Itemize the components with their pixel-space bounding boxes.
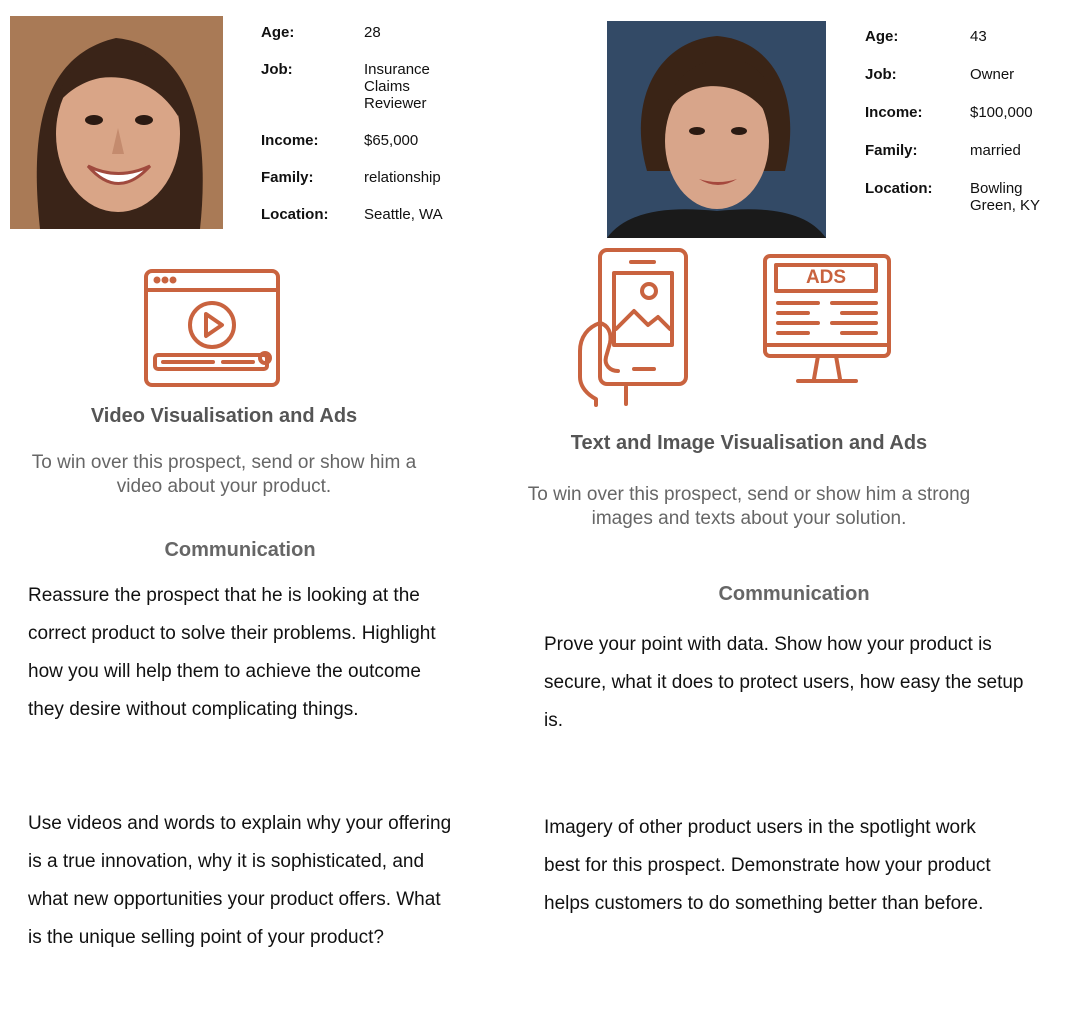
communication-paragraph-2: Imagery of other product users in the spotlight work best for this prospect. Demonstrate how your product helps customers to do something better than before. (544, 817, 991, 914)
job-label: Job: (865, 66, 897, 83)
section-heading: Video Visualisation and Ads (90, 405, 358, 427)
persona-photo-right (607, 21, 826, 238)
video-player-icon (143, 268, 281, 388)
income-value: $65,000 (364, 132, 419, 149)
communication-paragraph-1: Reassure the prospect that he is looking at the correct product to solve their problems. Highlight how you will help them to achieve the outcome they desire without complicating things. (28, 585, 436, 720)
persona-photo-left (10, 16, 223, 229)
ads-label: ADS (805, 267, 847, 288)
age-value: 43 (970, 28, 987, 45)
family-value: relationship (364, 169, 441, 186)
family-value: married (970, 142, 1021, 159)
location-label: Location: (261, 206, 329, 223)
income-label: Income: (865, 104, 923, 121)
smartphone-image-icon (576, 247, 690, 407)
communication-paragraph-2: Use videos and words to explain why your offering is a true innovation, why it is sophisticated, and what new opportunities your product offers. What is the unique selling point of your product? (28, 813, 452, 948)
communication-paragraph-1: Prove your point with data. Show how your product is secure, what it does to protect users, how easy the setup is. (544, 634, 1024, 731)
family-label: Family: (865, 142, 918, 159)
communication-heading: Communication (718, 583, 870, 605)
section-subtitle: To win over this prospect, send or show him a video about your product. (31, 452, 417, 497)
section-subtitle: To win over this prospect, send or show him a strong images and texts about your solution. (527, 484, 971, 529)
location-value: Bowling Green, KY (970, 180, 1041, 214)
location-label: Location: (865, 180, 933, 197)
age-value: 28 (364, 24, 381, 41)
family-label: Family: (261, 169, 314, 186)
section-heading: Text and Image Visualisation and Ads (570, 432, 928, 454)
age-label: Age: (261, 24, 295, 41)
communication-heading: Communication (164, 539, 316, 561)
avatar-woman-icon (607, 21, 826, 238)
income-value: $100,000 (970, 104, 1033, 121)
job-value: Insurance Claims Reviewer (364, 61, 430, 112)
monitor-ads-icon (762, 253, 892, 385)
job-value: Owner (970, 66, 1015, 83)
age-label: Age: (865, 28, 899, 45)
location-value: Seattle, WA (364, 206, 443, 223)
avatar-woman-icon (10, 16, 223, 229)
income-label: Income: (261, 132, 319, 149)
job-label: Job: (261, 61, 293, 78)
